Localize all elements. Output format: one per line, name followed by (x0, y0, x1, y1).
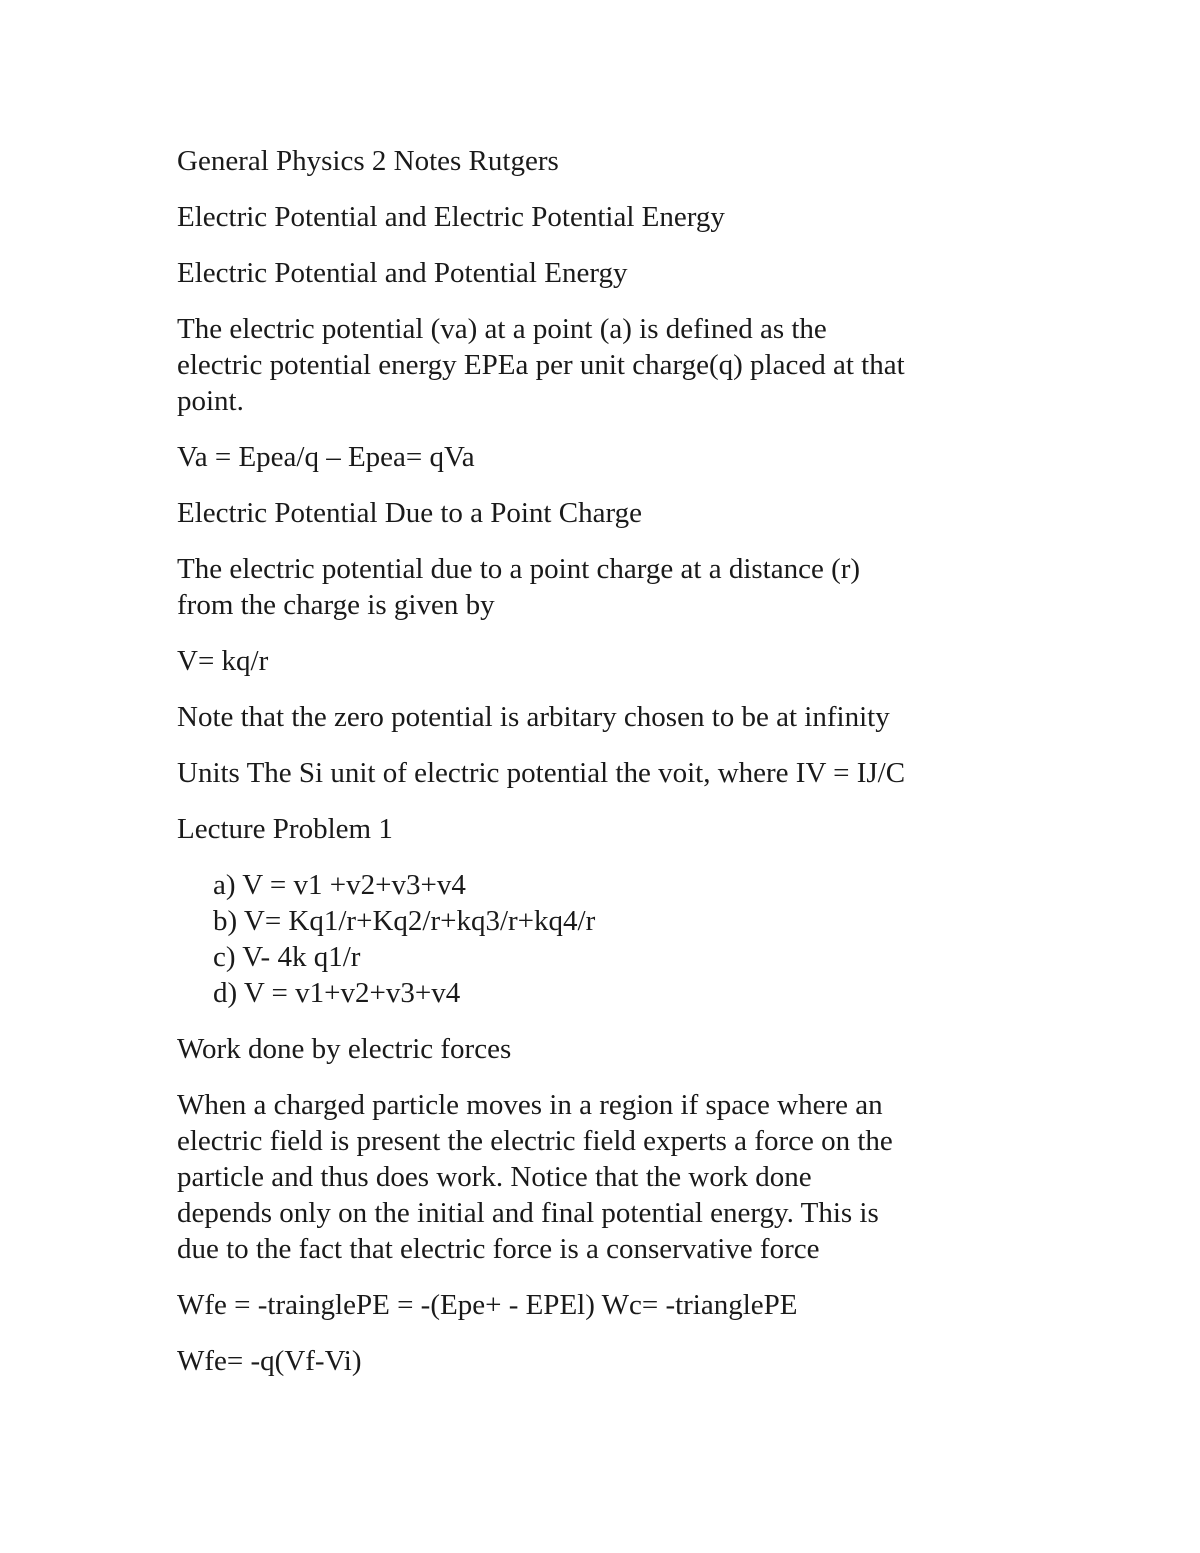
work-line: When a charged particle moves in a region if space where an (177, 1089, 883, 1121)
zero-potential-note: Note that the zero potential is arbitary chosen to be at infinity (177, 701, 890, 733)
document-content (177, 143, 1057, 1399)
list-item: d) V = v1+v2+v3+v4 (213, 977, 461, 1009)
work-line: particle and thus does work. Notice that the work done (177, 1161, 812, 1193)
definition-line: point. (177, 385, 244, 417)
definition-paragraph (177, 311, 1057, 419)
equation-va: Va = Epea/q – Epea= qVa (177, 441, 475, 473)
work-line: depends only on the initial and final potential energy. This is (177, 1197, 879, 1229)
lecture-problem-title: Lecture Problem 1 (177, 813, 393, 845)
heading-point-charge: Electric Potential Due to a Point Charge (177, 497, 642, 529)
list-item: b) V= Kq1/r+Kq2/r+kq3/r+kq4/r (213, 905, 596, 937)
equation-wfe-q: Wfe= -q(Vf-Vi) (177, 1345, 362, 1377)
point-charge-paragraph (177, 551, 1057, 623)
units-note: Units The Si unit of electric potential the voit, where IV = IJ/C (177, 757, 906, 789)
list-item: a) V = v1 +v2+v3+v4 (213, 869, 466, 901)
equation-wfe-triangle: Wfe = -trainglePE = -(Epe+ - EPEl) Wc= -trianglePE (177, 1289, 798, 1321)
point-charge-line: The electric potential due to a point charge at a distance (r) (177, 553, 861, 585)
work-line: due to the fact that electric force is a conservative force (177, 1233, 820, 1265)
heading-work-done: Work done by electric forces (177, 1033, 512, 1065)
work-paragraph (177, 1087, 1057, 1267)
point-charge-line: from the charge is given by (177, 589, 495, 621)
heading-potential-energy: Electric Potential and Potential Energy (177, 257, 628, 289)
list-item: c) V- 4k q1/r (213, 941, 361, 973)
definition-line: The electric potential (va) at a point (a) is defined as the (177, 313, 827, 345)
lecture-problem-list (177, 867, 1057, 1011)
equation-v-kq-r: V= kq/r (177, 645, 269, 677)
heading-electric-potential-energy: Electric Potential and Electric Potential Energy (177, 201, 725, 233)
work-line: electric field is present the electric field experts a force on the (177, 1125, 893, 1157)
document-title: General Physics 2 Notes Rutgers (177, 145, 559, 177)
definition-line: electric potential energy EPEa per unit charge(q) placed at that (177, 349, 905, 381)
